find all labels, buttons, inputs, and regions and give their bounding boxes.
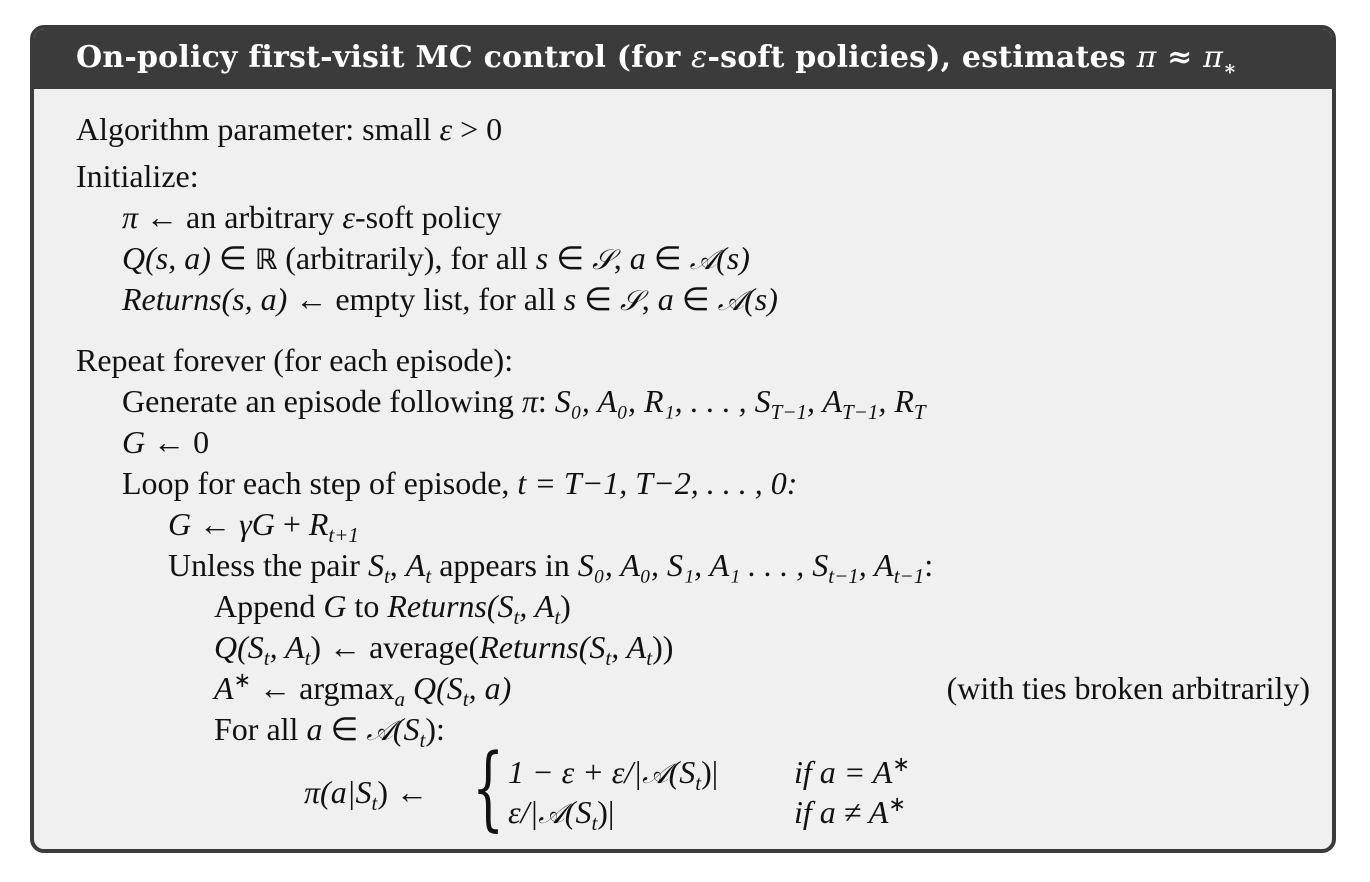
generate-mid: , A — [807, 383, 842, 419]
generate-colon: : — [537, 383, 555, 419]
case1-star: ∗ — [892, 752, 910, 776]
astar-star: ∗ — [233, 668, 252, 692]
initialize-label: Initialize: — [76, 158, 199, 194]
append-t: t — [513, 605, 520, 629]
init-returns-rest: ← empty list, for all — [287, 281, 564, 317]
q-update-open2: (S — [578, 629, 606, 665]
generate-mid2: , R — [878, 383, 914, 419]
astar-argmax: ← argmax — [251, 670, 395, 706]
init-pi: π — [122, 199, 139, 235]
init-q-rest: (arbitrarily), for all — [277, 240, 536, 276]
q-update-close2: )) — [652, 629, 674, 665]
append-mid: , A — [519, 588, 555, 624]
case1-cond: if a = A — [794, 754, 893, 790]
init-returns-As: (s) — [744, 281, 778, 317]
g-update-arrow: ← — [191, 506, 240, 542]
policy-lhs-pi: π — [304, 774, 321, 810]
q-update-t4: t — [646, 646, 653, 670]
g-init-g: G — [122, 424, 146, 460]
param-rest: > 0 — [452, 111, 503, 147]
forall-line — [214, 709, 445, 751]
q-update-t2: t — [304, 646, 311, 670]
astar-line — [214, 668, 512, 711]
g-update-plus: + — [274, 506, 309, 542]
unless-sub2: t−1 — [893, 564, 925, 588]
g-update-r: R — [308, 506, 329, 542]
state-set-symbol: 𝒮 — [592, 243, 614, 276]
q-update-returns: Returns — [479, 629, 579, 665]
q-update-t: t — [263, 646, 270, 670]
q-update-open: (S — [237, 629, 264, 665]
case1-t: t — [695, 771, 702, 795]
q-update-close: ) — [310, 629, 322, 665]
param-epsilon: ε — [439, 111, 453, 147]
generate-sub3: T — [913, 400, 926, 424]
title-pi-star: π — [1203, 40, 1224, 75]
unless-sub1: t−1 — [828, 564, 859, 588]
init-returns: Returns — [122, 281, 222, 317]
append-returns: Returns — [387, 588, 487, 624]
title-text-a: On-policy first-visit MC control (for — [76, 40, 692, 75]
forall-text: For all — [214, 711, 307, 747]
title-pi: π — [1136, 40, 1157, 75]
case-2-condition — [794, 792, 906, 832]
astar-q: Q — [405, 670, 437, 706]
unless-seq: S₀, A₀, S₁, A₁ . . . , S — [577, 547, 829, 583]
case2-t: t — [591, 811, 598, 835]
action-set-symbol: 𝒜 — [366, 714, 393, 747]
case2-open: (S — [564, 794, 592, 830]
generate-seq: S₀, A₀, R₁, . . . , S — [554, 383, 771, 419]
unless-appears: appears in — [431, 547, 578, 583]
init-policy-line — [122, 197, 502, 237]
policy-lhs-t: t — [371, 791, 378, 815]
action-set-symbol: 𝒜 — [689, 243, 717, 276]
case-1-condition — [794, 752, 910, 792]
append-t2: t — [554, 605, 561, 629]
case2-star: ∗ — [888, 792, 906, 816]
case-1-expression — [508, 752, 718, 794]
astar-t: t — [462, 687, 469, 711]
append-g: G — [323, 588, 347, 624]
action-set-symbol: 𝒜 — [642, 757, 669, 790]
state-set-symbol: 𝒮 — [620, 284, 642, 317]
unless-s: S — [367, 547, 384, 583]
policy-lhs-open: (a|S — [320, 774, 372, 810]
init-returns-s: s — [563, 281, 577, 317]
init-returns-line — [122, 279, 778, 321]
append-to: to — [346, 588, 388, 624]
generate-episode-line — [122, 381, 926, 424]
unless-t2: t — [425, 564, 432, 588]
unless-line — [168, 545, 934, 588]
forall-t: t — [419, 728, 426, 752]
unless-t: t — [383, 564, 390, 588]
generate-sub2: T−1 — [842, 400, 879, 424]
forall-close: ): — [425, 711, 445, 747]
generate-sub1: T−1 — [770, 400, 808, 424]
algorithm-title — [34, 29, 1332, 89]
g-update-line — [168, 504, 359, 547]
title-epsilon: ε — [691, 40, 708, 75]
action-set-symbol: 𝒜 — [538, 797, 565, 830]
loop-text: Loop for each step of episode, — [122, 465, 518, 501]
init-q-As: (s) — [716, 240, 750, 276]
q-update-line — [214, 627, 674, 670]
algorithm-box — [30, 25, 1336, 853]
policy-lhs — [304, 772, 428, 815]
q-update-mid: , A — [269, 629, 305, 665]
g-update-gamma: γG — [239, 506, 275, 542]
init-q-comma: , — [613, 240, 630, 276]
left-brace: { — [472, 734, 505, 841]
q-update-t3: t — [605, 646, 612, 670]
param-label: Algorithm parameter: small — [76, 111, 440, 147]
generate-pi: π — [521, 383, 538, 419]
g-update-sub: t+1 — [328, 523, 359, 547]
unless-comma: , — [389, 547, 406, 583]
repeat-forever-line: Repeat forever (for each episode): — [76, 342, 514, 378]
init-q-in: ∈ — [210, 240, 255, 276]
loop-line — [122, 463, 797, 503]
astar-sub-a: a — [394, 687, 406, 711]
ties-note: (with ties broken arbitrarily) — [946, 670, 1310, 706]
init-returns-args: (s, a) — [221, 281, 288, 317]
init-returns-in2: ∈ — [576, 281, 621, 317]
init-pi-rest: -soft policy — [355, 199, 502, 235]
action-set-symbol: 𝒜 — [717, 284, 745, 317]
case1-close: )| — [701, 754, 719, 790]
init-q-args: (s, a) — [145, 240, 211, 276]
unless-a: A — [405, 547, 426, 583]
title-star: ∗ — [1223, 56, 1238, 80]
algorithm-parameter-line — [76, 109, 502, 149]
unless-colon: : — [924, 547, 934, 583]
init-pi-eps: ε — [342, 199, 355, 235]
init-q-line — [122, 238, 750, 280]
title-text-b: -soft policies), estimates — [707, 40, 1137, 75]
init-pi-arrow: ← an arbitrary — [138, 199, 343, 235]
forall-in: ∈ — [322, 711, 367, 747]
astar-args-open: (S — [436, 670, 463, 706]
case2-cond: if a ≠ A — [794, 794, 889, 830]
q-update-mid2: , A — [611, 629, 647, 665]
init-returns-comma: , — [641, 281, 658, 317]
append-close: ) — [560, 588, 571, 624]
forall-open: (S — [392, 711, 420, 747]
astar-a: A — [214, 670, 234, 706]
init-q: Q — [122, 240, 146, 276]
append-text: Append — [214, 588, 324, 624]
append-line — [214, 586, 571, 629]
unless-mid: , A — [858, 547, 894, 583]
init-q-s: s — [535, 240, 549, 276]
case2-close: )| — [597, 794, 615, 830]
append-open: (S — [486, 588, 514, 624]
generate-text: Generate an episode following — [122, 383, 522, 419]
g-update-g: G — [168, 506, 192, 542]
loop-t: t — [517, 465, 527, 501]
policy-lhs-close: ) ← — [377, 774, 428, 810]
init-returns-in3: ∈ — [673, 281, 718, 317]
title-approx: ≈ — [1156, 40, 1204, 75]
g-init-rest: ← 0 — [145, 424, 210, 460]
case1-open: (S — [668, 754, 696, 790]
case1-expr: 1 − ε + ε/| — [508, 754, 643, 790]
unless-text: Unless the pair — [168, 547, 368, 583]
g-init-line — [122, 422, 209, 462]
forall-a: a — [306, 711, 323, 747]
case2-expr: ε/| — [508, 794, 539, 830]
loop-rest: = T−1, T−2, . . . , 0: — [526, 465, 798, 501]
astar-args-rest: , a) — [468, 670, 512, 706]
init-returns-a: a — [657, 281, 674, 317]
init-q-in2: ∈ — [548, 240, 593, 276]
init-q-in3: ∈ — [645, 240, 690, 276]
init-q-a: a — [629, 240, 646, 276]
q-update-q: Q — [214, 629, 238, 665]
case-2-expression — [508, 792, 614, 834]
q-update-arrow: ← average( — [321, 629, 480, 665]
reals-symbol: ℝ — [254, 243, 278, 276]
